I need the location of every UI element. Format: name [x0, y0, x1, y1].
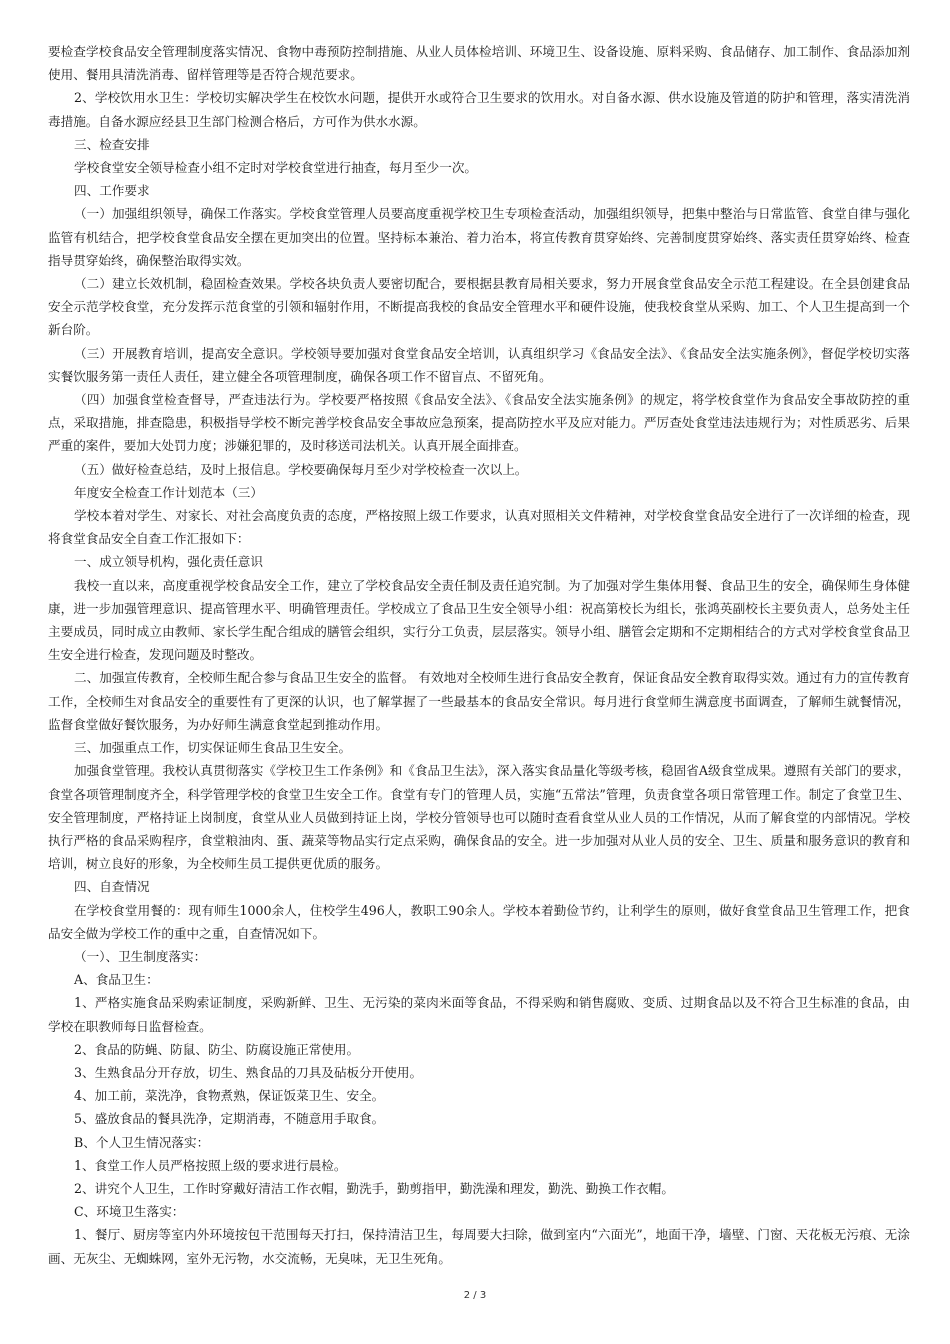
list-item-food-3: 3、生熟食品分开存放，切生、熟食品的刀具及砧板分开使用。: [74, 1064, 423, 1080]
paragraph-requirement-4: （四）加强食堂检查督导，严查违法行为。学校要严格按照《食品安全法》、《食品安全法实施条例》的规定，将学校食堂作为食品安全事故防控的重点，采取措施，排查隐患，积极指导学校不断完善学校食品安全事故应急预案，提高防控水平及应对能力。严厉查处食堂违法违规行为；对性质恶劣、后果严重的案件，要加大处罚力度；涉嫌犯罪的，及时移送司法机关。认真开展全面排查。: [48, 392, 910, 454]
heading-section-four: 四、自查情况: [74, 879, 150, 895]
list-item-food-2: 2、食品的防蝇、防鼠、防尘、防腐设施正常使用。: [74, 1041, 360, 1057]
list-item-environment-1: 1、餐厅、厨房等室内外环境按包干范围每天打扫，保持清洁卫生，每周要大扫除，做到室内“六面光”，地面干净，墙壁、门窗、天花板无污痕、无涂画、无灰尘、无蜘蛛网，室外无污物，水交流畅，无臭味，无卫生死角。: [48, 1227, 910, 1266]
heading-hygiene-system: （一）、卫生制度落实：: [74, 948, 207, 964]
heading-environment-hygiene: C、环境卫生落实：: [74, 1204, 185, 1220]
list-item-food-4: 4、加工前，菜洗净，食物煮熟，保证饭菜卫生、安全。: [74, 1088, 385, 1104]
list-item-personal-2: 2、讲究个人卫生，工作时穿戴好清洁工作衣帽，勤洗手，勤剪指甲，勤洗澡和理发，勤洗、勤换工作衣帽。: [74, 1180, 674, 1196]
list-item-personal-1: 1、食堂工作人员严格按照上级的要求进行晨检。: [74, 1157, 347, 1173]
paragraph-continued-inspection-scope: 要检查学校食品安全管理制度落实情况、食物中毒预防控制措施、从业人员体检培训、环境卫生、设备设施、原料采购、食品储存、加工制作、食品添加剂使用、餐用具清洗消毒、留样管理等是否符合规范要求。: [48, 44, 910, 83]
paragraph-section-two: 二、加强宣传教育，全校师生配合参与食品卫生安全的监督。 有效地对全校师生进行食品安全教育，保证食品安全教育取得实效。通过有力的宣传教育工作，全校师生对食品安全的重要性有了更深的认识，也了解掌握了一些最基本的食品安全常识。每月进行食堂师生满意度书面调查，了解师生就餐情况，监督食堂做好餐饮服务，为办好师生满意食堂起到推动作用。: [48, 670, 910, 732]
paragraph-section-four: 在学校食堂用餐的：现有师生1000余人，住校学生496人，教职工90余人。学校本着勤俭节约，让利学生的原则，做好食堂食品卫生管理工作，把食品安全做为学校工作的重中之重，自查情况如下。: [48, 902, 910, 941]
page-number: 2 / 3: [463, 1290, 487, 1301]
heading-inspection-arrangement: 三、检查安排: [74, 136, 150, 152]
paragraph-drinking-water: 2、学校饮用水卫生：学校切实解决学生在校饮水问题，提供开水或符合卫生要求的饮用水。对自备水源、供水设施及管道的防护和管理，落实清洗消毒措施。自备水源应经县卫生部门检测合格后，方可作为供水水源。: [48, 90, 910, 129]
paragraph-requirement-3: （三）开展教育培训，提高安全意识。学校领导要加强对食堂食品安全培训，认真组织学习《食品安全法》、《食品安全法实施条例》，督促学校切实落实餐饮服务第一责任人责任，建立健全各项管理制度，确保各项工作不留盲点、不留死角。: [48, 345, 910, 384]
paragraph-requirement-1: （一）加强组织领导，确保工作落实。学校食堂管理人员要高度重视学校卫生专项检查活动，加强组织领导，把集中整治与日常监管、食堂自律与强化监管有机结合，把学校食堂食品安全摆在更加突出的位置。坚持标本兼治、着力治本，将宣传教育贯穿始终、完善制度贯穿始终、落实责任贯穿始终、检查指导贯穿始终，确保整治取得实效。: [48, 206, 910, 268]
paragraph-section-three: 加强食堂管理。我校认真贯彻落实《学校卫生工作条例》和《食品卫生法》，深入落实食品量化等级考核，稳固省A级食堂成果。遵照有关部门的要求，食堂各项管理制度齐全，科学管理学校的食堂卫生安全工作。食堂有专门的管理人员，实施“五常法”管理，负责食堂各项日常管理工作。制定了食堂卫生、安全管理制度，严格持证上岗制度，食堂从业人员做到持证上岗，学校分管领导也可以随时查看食堂从业人员的工作情况，从而了解食堂的内部情况。学校执行严格的食品采购程序，食堂粮油肉、蛋、蔬菜等物品实行定点采购，确保食品的安全。进一步加强对从业人员的安全、卫生、质量和服务意识的教育和培训，树立良好的形象，为全校师生员工提供更优质的服务。: [48, 763, 910, 872]
heading-section-one: 一、成立领导机构，强化责任意识: [74, 554, 263, 570]
heading-section-three: 三、加强重点工作，切实保证师生食品卫生安全。: [74, 740, 352, 756]
heading-work-requirements: 四、工作要求: [74, 183, 150, 199]
heading-template-three: 年度安全检查工作计划范本（三）: [74, 484, 263, 500]
paragraph-requirement-5: （五）做好检查总结，及时上报信息。学校要确保每月至少对学校检查一次以上。: [74, 461, 528, 477]
list-item-food-5: 5、盛放食品的餐具洗净，定期消毒，不随意用手取食。: [74, 1111, 385, 1127]
paragraph-requirement-2: （二）建立长效机制，稳固检查效果。学校各块负责人要密切配合，要根据县教育局相关要求，努力开展食堂食品安全示范工程建设。在全县创建食品安全示范学校食堂，充分发挥示范食堂的引领和辐射作用，不断提高我校的食品安全管理水平和硬件设施，使我校食堂从采购、加工、个人卫生提高到一个新台阶。: [48, 276, 910, 338]
heading-food-hygiene: A、食品卫生：: [74, 972, 159, 988]
paragraph-inspection-arrangement: 学校食堂安全领导检查小组不定时对学校食堂进行抽查，每月至少一次。: [74, 160, 477, 176]
paragraph-section-one: 我校一直以来，高度重视学校食品安全工作，建立了学校食品安全责任制及责任追究制。为了加强对学生集体用餐、食品卫生的安全，确保师生身体健康，进一步加强管理意识、提高管理水平、明确管理责任。学校成立了食品卫生安全领导小组：祝高第校长为组长，张鸿英副校长主要负责人，总务处主任主要成员，同时成立由教师、家长学生配合组成的膳管会组织，实行分工负责，层层落实。领导小组、膳管会定期和不定期相结合的方式对学校食堂食品卫生安全进行检查，发现问题及时整改。: [48, 577, 910, 663]
heading-personal-hygiene: B、个人卫生情况落实：: [74, 1134, 210, 1150]
document-page: [48, 40, 910, 1270]
paragraph-intro: 学校本着对学生、对家长、对社会高度负责的态度，严格按照上级工作要求，认真对照相关文件精神，对学校食堂食品安全进行了一次详细的检查，现将食堂食品安全自查工作汇报如下：: [48, 508, 910, 547]
list-item-food-1: 1、严格实施食品采购索证制度，采购新鲜、卫生、无污染的菜肉米面等食品，不得采购和销售腐败、变质、过期食品以及不符合卫生标准的食品，由学校在职教师每日监督检查。: [48, 995, 910, 1034]
